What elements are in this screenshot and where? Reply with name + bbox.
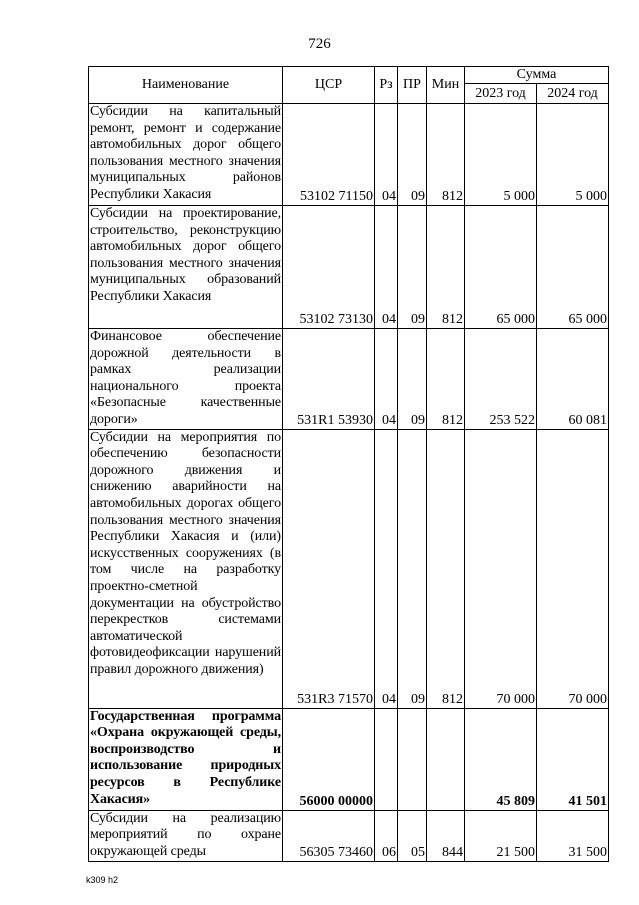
footer-code: k309 h2 <box>86 875 119 885</box>
page-number: 726 <box>308 36 331 52</box>
row-pr: 09 <box>398 104 427 206</box>
budget-table <box>88 66 609 862</box>
row-pr: 05 <box>398 810 427 861</box>
row-rz: 04 <box>375 329 398 430</box>
row-sum-2023: 70 000 <box>465 429 537 708</box>
row-sum-2024: 31 500 <box>537 810 609 861</box>
table-row <box>89 329 609 430</box>
header-sum: Сумма <box>465 67 609 84</box>
row-rz: 06 <box>375 810 398 861</box>
header-year-2024: 2024 год <box>537 84 609 104</box>
row-sum-2024: 70 000 <box>537 429 609 708</box>
row-rz: 04 <box>375 206 398 329</box>
row-name: Субсидии на капитальный ремонт, ремонт и содержание автомобильных дорог общего пользования местного значения муниципальных районов Республики Хакасия <box>89 104 283 206</box>
row-min: 812 <box>427 429 465 708</box>
row-name: Субсидии на мероприятия по обеспечению безопасности дорожного движения и снижению аварийности на автомобильных дорогах общего пользования местного значения Республики Хакасия и (или) искусственных сооружениях (в том числе на разработку проектно-сметной документации на обустройство перекрестков системами автоматической фотовидеофиксации нарушений правил дорожного движения) <box>89 429 283 708</box>
row-name: Государственная программа «Охрана окружающей среды, воспроизводство и использование природных ресурсов в Республике Хакасия» <box>89 708 283 810</box>
row-csr: 56000 00000 <box>283 708 375 810</box>
table-row <box>89 104 609 206</box>
row-min: 812 <box>427 329 465 430</box>
row-name: Субсидии на реализацию мероприятий по охране окружающей среды <box>89 810 283 861</box>
row-sum-2023: 21 500 <box>465 810 537 861</box>
row-sum-2024: 41 501 <box>537 708 609 810</box>
row-pr: 09 <box>398 206 427 329</box>
row-rz: 04 <box>375 429 398 708</box>
row-min: 812 <box>427 206 465 329</box>
row-name: Субсидии на проектирование, строительство, реконструкцию автомобильных дорог общего пользования местного значения муниципальных образований Республики Хакасия <box>89 206 283 329</box>
header-min: Мин <box>427 67 465 104</box>
row-sum-2024: 65 000 <box>537 206 609 329</box>
row-sum-2023: 253 522 <box>465 329 537 430</box>
table-row <box>89 429 609 708</box>
header-rz: Рз <box>375 67 398 104</box>
row-sum-2023: 65 000 <box>465 206 537 329</box>
row-sum-2023: 5 000 <box>465 104 537 206</box>
row-pr: 09 <box>398 329 427 430</box>
row-sum-2024: 5 000 <box>537 104 609 206</box>
header-name: Наименование <box>89 67 283 104</box>
header-pr: ПР <box>398 67 427 104</box>
row-csr: 531R1 53930 <box>283 329 375 430</box>
row-pr <box>398 708 427 810</box>
row-csr: 531R3 71570 <box>283 429 375 708</box>
table-row <box>89 206 609 329</box>
row-sum-2024: 60 081 <box>537 329 609 430</box>
row-rz: 04 <box>375 104 398 206</box>
row-csr: 56305 73460 <box>283 810 375 861</box>
header-csr: ЦСР <box>283 67 375 104</box>
row-name: Финансовое обеспечение дорожной деятельности в рамках реализации национального проекта «Безопасные качественные дороги» <box>89 329 283 430</box>
row-min: 844 <box>427 810 465 861</box>
row-min: 812 <box>427 104 465 206</box>
row-csr: 53102 73130 <box>283 206 375 329</box>
row-min <box>427 708 465 810</box>
header-year-2023: 2023 год <box>465 84 537 104</box>
table-row <box>89 708 609 810</box>
table-row <box>89 810 609 861</box>
row-rz <box>375 708 398 810</box>
row-sum-2023: 45 809 <box>465 708 537 810</box>
row-csr: 53102 71150 <box>283 104 375 206</box>
row-pr: 09 <box>398 429 427 708</box>
